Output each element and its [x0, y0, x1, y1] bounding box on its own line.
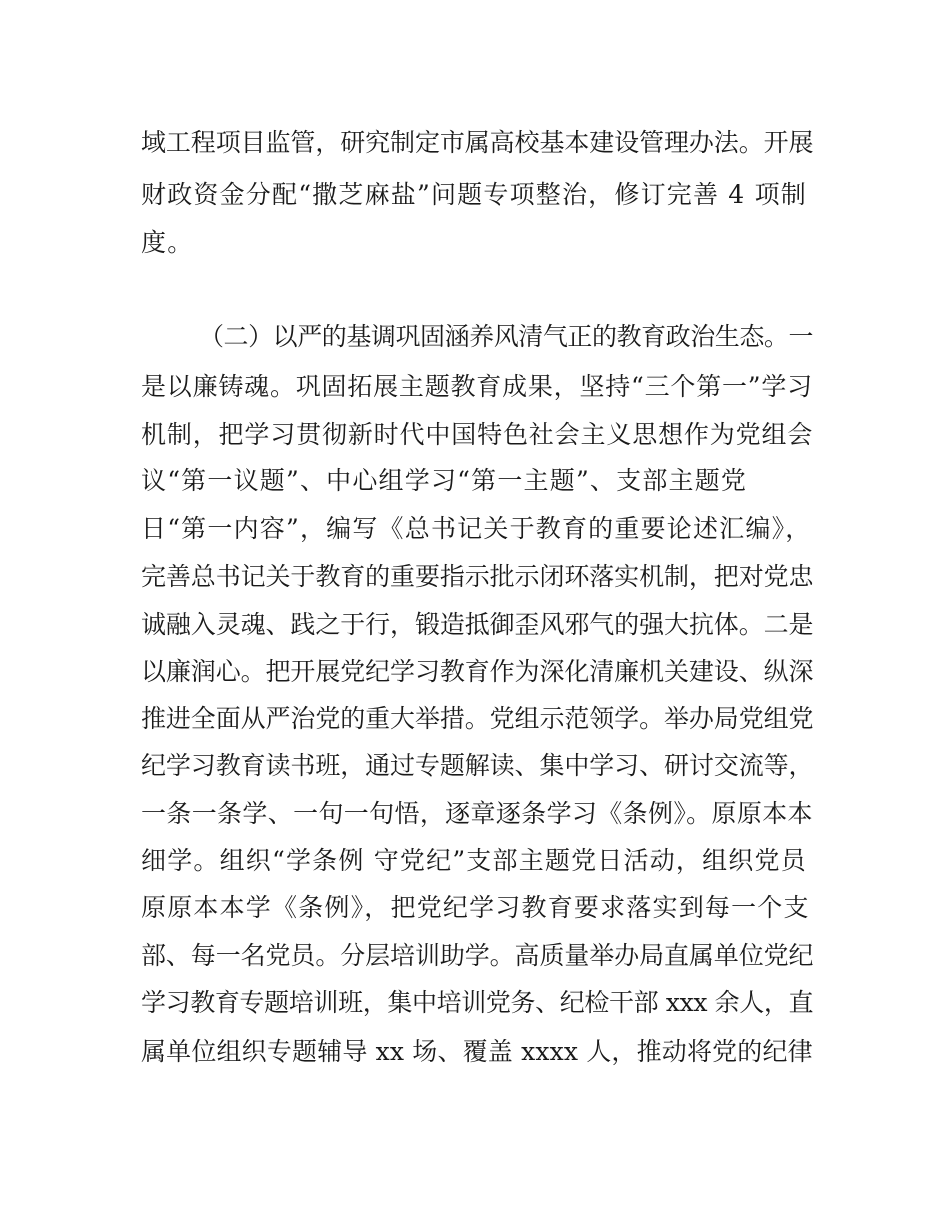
text-line: 细学。组织“学条例 守党纪”支部主题党日活动，组织党员: [141, 846, 807, 875]
text-line: 推进全面从严治党的重大举措。党组示范领学。举办局党组党: [141, 704, 814, 733]
text-line: 原原本本学《条例》，把党纪学习教育要求落实到每一个支: [141, 893, 810, 922]
text-line: 是以廉铸魂。巩固拓展主题教育成果，坚持“三个第一”学习: [141, 372, 813, 401]
text-line: 学习教育专题培训班，集中培训党务、纪检干部 xxx 余人，直: [141, 988, 814, 1017]
text-line: 诚融入灵魂、践之于行，锻造抵御歪风邪气的强大抗体。二是: [141, 610, 814, 639]
text-line: 一条一条学、一句一句悟，逐章逐条学习《条例》。原原本本: [141, 799, 813, 828]
paragraph-heading-line: （二）以严的基调巩固涵养风清气正的教育政治生态。一: [199, 322, 814, 351]
text-line: 机制，把学习贯彻新时代中国特色社会主义思想作为党组会: [141, 420, 814, 449]
text-line: 财政资金分配“撒芝麻盐”问题专项整治，修订完善 4 项制: [141, 180, 807, 209]
text-line: 纪学习教育读书班，通过专题解读、集中学习、研讨交流等，: [141, 751, 814, 780]
text-line: 议“第一议题”、中心组学习“第一主题”、支部主题党: [141, 466, 748, 495]
text-line: 域工程项目监管，研究制定市属高校基本建设管理办法。开展: [141, 128, 814, 157]
text-line: 完善总书记关于教育的重要指示批示闭环落实机制，把对党忠: [141, 562, 814, 591]
text-line: 属单位组织专题辅导 xx 场、覆盖 xxxx 人，推动将党的纪律: [141, 1037, 813, 1066]
text-line: 以廉润心。把开展党纪学习教育作为深化清廉机关建设、纵深: [141, 657, 814, 686]
text-line: 部、每一名党员。分层培训助学。高质量举办局直属单位党纪: [141, 941, 814, 970]
text-line: 日“第一内容”，编写《总书记关于教育的重要论述汇编》，: [141, 514, 812, 543]
text-line: 度。: [141, 228, 194, 257]
